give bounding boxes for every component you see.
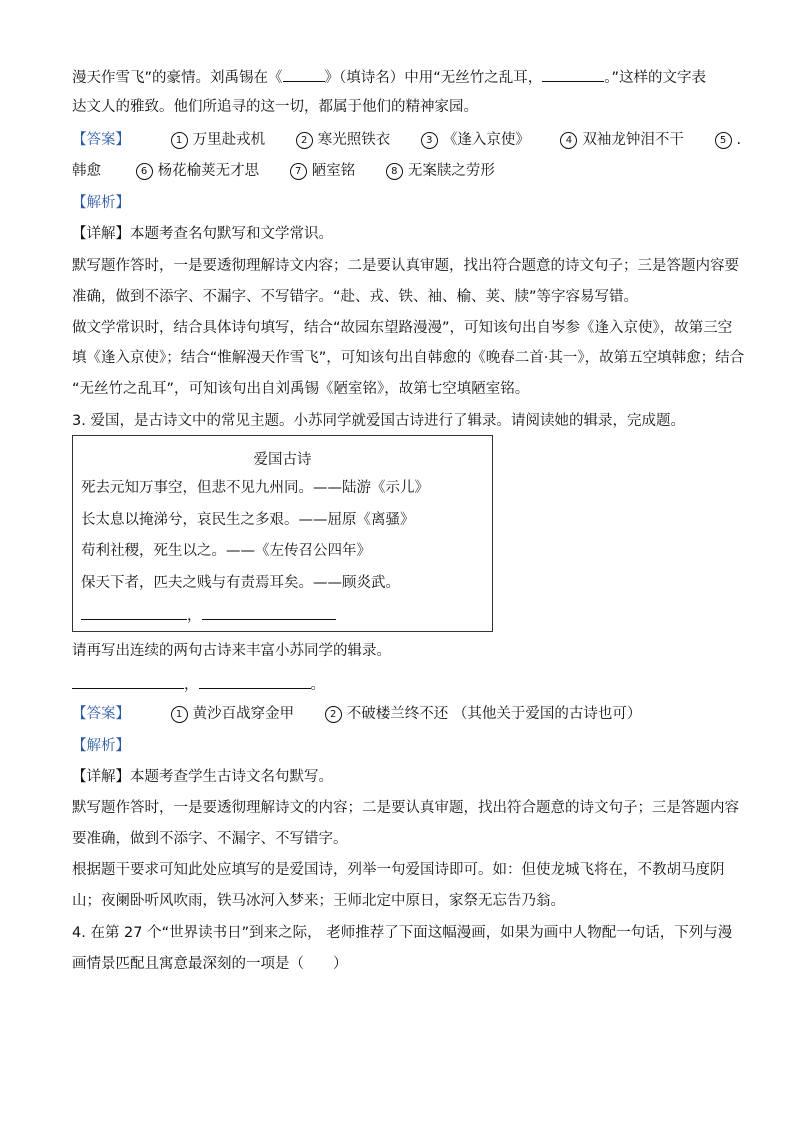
intro-line-1	[72, 66, 706, 88]
q2-answer-row-1	[72, 130, 741, 150]
detail-line	[72, 224, 333, 244]
question-4-line-1: 4. 在第 27 个“世界读书日”到来之际， 老师推荐了下面这幅漫画，如果为画中人物配一句话，下列与漫	[72, 925, 733, 941]
paragraph-line: “无丝竹之乱耳”，可知该句出自刘禹锡《陋室铭》，故第七空填陋室铭。	[72, 381, 530, 397]
answer-text: .	[736, 132, 742, 148]
answer-item	[560, 132, 684, 148]
question-3-stem: 3. 爱国，是古诗文中的常见主题。小苏同学就爱国古诗进行了辑录。请阅读她的辑录，完成题。	[72, 413, 685, 429]
fill-blank[interactable]	[72, 673, 184, 689]
quote-line: 保天下者，匹夫之贱与有责焉耳矣。——顾炎武。	[81, 575, 400, 591]
analysis-label: 【解析】	[72, 738, 130, 754]
paragraph-line: 根据题干要求可知此处应填写的是爱国诗，列举一句爱国诗即可。如：但使龙城飞将在，不教胡马度阴	[72, 862, 725, 878]
question-3-prompt: 请再写出连续的两句古诗来丰富小苏同学的辑录。	[72, 643, 391, 659]
q2-answer-row-2	[72, 161, 495, 181]
circled-number: 2	[296, 132, 313, 149]
quote-box-title: 爱国古诗	[253, 452, 312, 468]
circled-number: 5	[715, 132, 732, 149]
detail-label: 【详解】	[72, 769, 130, 785]
answer-text: 《逢入京使》	[442, 132, 530, 148]
answer-text: 双袖龙钟泪不干	[582, 132, 684, 148]
answer-text: 杨花榆荚无才思	[157, 163, 260, 179]
circled-number: 4	[560, 132, 577, 149]
answer-item	[290, 163, 356, 179]
quote-line: 苟利社稷，死生以之。——《左传召公四年》	[81, 543, 371, 559]
q3-answer-row	[72, 704, 641, 724]
paragraph-line: 默写题作答时，一是要透彻理解诗文内容；二是要认真审题，找出符合题意的诗文句子；三是答题内容要	[72, 258, 739, 274]
circled-number: 1	[171, 706, 188, 723]
answer-item	[715, 132, 742, 148]
detail-line	[72, 767, 333, 787]
circled-number: 6	[136, 163, 153, 180]
quote-line: 长太息以掩涕兮，哀民生之多艰。——屈原《离骚》	[81, 512, 415, 528]
fill-blank[interactable]	[199, 673, 311, 689]
answer-item	[296, 132, 391, 148]
comma: ，	[184, 677, 199, 693]
answer-item	[386, 163, 495, 179]
detail-text: 本题考查学生古诗文名句默写。	[130, 769, 333, 785]
circled-number: 3	[421, 132, 438, 149]
quote-line: 死去元知万事空，但悲不见九州同。——陆游《示儿》	[81, 480, 429, 496]
detail-label: 【详解】	[72, 226, 130, 242]
answer-label: 【答案】	[72, 132, 130, 148]
fill-blank[interactable]	[81, 604, 187, 620]
answer-blank-line	[72, 673, 325, 695]
answer-item	[421, 132, 530, 148]
answer-text: 不破楼兰终不还 （其他关于爱国的古诗也可）	[346, 706, 642, 722]
paragraph-line: 默写题作答时，一是要透彻理解诗文的内容；二是要认真审题，找出符合题意的诗文句子；三是答题内容	[72, 800, 739, 816]
fill-blank[interactable]	[542, 66, 604, 82]
answer-text: 黄沙百战穿金甲	[192, 706, 295, 722]
quote-box	[72, 435, 493, 632]
paragraph-line: 填《逢入京使》；结合“惟解漫天作雪飞”，可知该句出自韩愈的《晚春二首·其一》，故第五空填韩愈；结合	[72, 350, 745, 366]
circled-number: 2	[325, 706, 342, 723]
fill-blank[interactable]	[283, 66, 325, 82]
analysis-label: 【解析】	[72, 195, 130, 211]
paragraph-line: 做文学常识时，结合具体诗句填写，结合“故园东望路漫漫”，可知该句出自岑参《逢入京使》，故第三空	[72, 320, 733, 336]
intro-text-b: 》（填诗名）中用“无丝竹之乱耳，	[324, 70, 543, 86]
answer-text: 无案牍之劳形	[407, 163, 495, 179]
answer-item	[325, 706, 642, 722]
answer-text: 寒光照铁衣	[317, 132, 391, 148]
answer-item	[136, 163, 260, 179]
paragraph-line: 山；夜阑卧听风吹雨，铁马冰河入梦来；王师北定中原日，家祭无忘告乃翁。	[72, 893, 565, 909]
period: 。	[310, 677, 325, 693]
intro-text-a: 漫天作雪飞”的豪情。刘禹锡在《	[72, 70, 283, 86]
detail-text: 本题考查名句默写和文学常识。	[130, 226, 333, 242]
paragraph-line: 要准确，做到不添字、不漏字、不写错字。	[72, 831, 348, 847]
answer-text: 万里赴戎机	[192, 132, 266, 148]
fill-blank[interactable]	[202, 604, 336, 620]
answer-text: 韩愈	[72, 163, 101, 179]
intro-text-c: 。”这样的文字表	[604, 70, 707, 86]
answer-item	[171, 706, 295, 722]
comma: ，	[187, 608, 202, 624]
circled-number: 7	[290, 163, 307, 180]
answer-text: 陋室铭	[311, 163, 356, 179]
intro-line-2: 达文人的雅致。他们所追寻的这一切，都属于他们的精神家园。	[72, 99, 478, 115]
answer-label: 【答案】	[72, 706, 130, 722]
quote-blank-line	[81, 604, 336, 626]
paragraph-line: 准确，做到不添字、不漏字、不写错字。“赴、戎、铁、袖、榆、荚、牍”等字容易写错。	[72, 289, 639, 305]
question-4-line-2: 画情景匹配且寓意最深刻的一项是（ ）	[72, 956, 348, 972]
answer-item	[171, 132, 266, 148]
circled-number: 1	[171, 132, 188, 149]
circled-number: 8	[386, 163, 403, 180]
